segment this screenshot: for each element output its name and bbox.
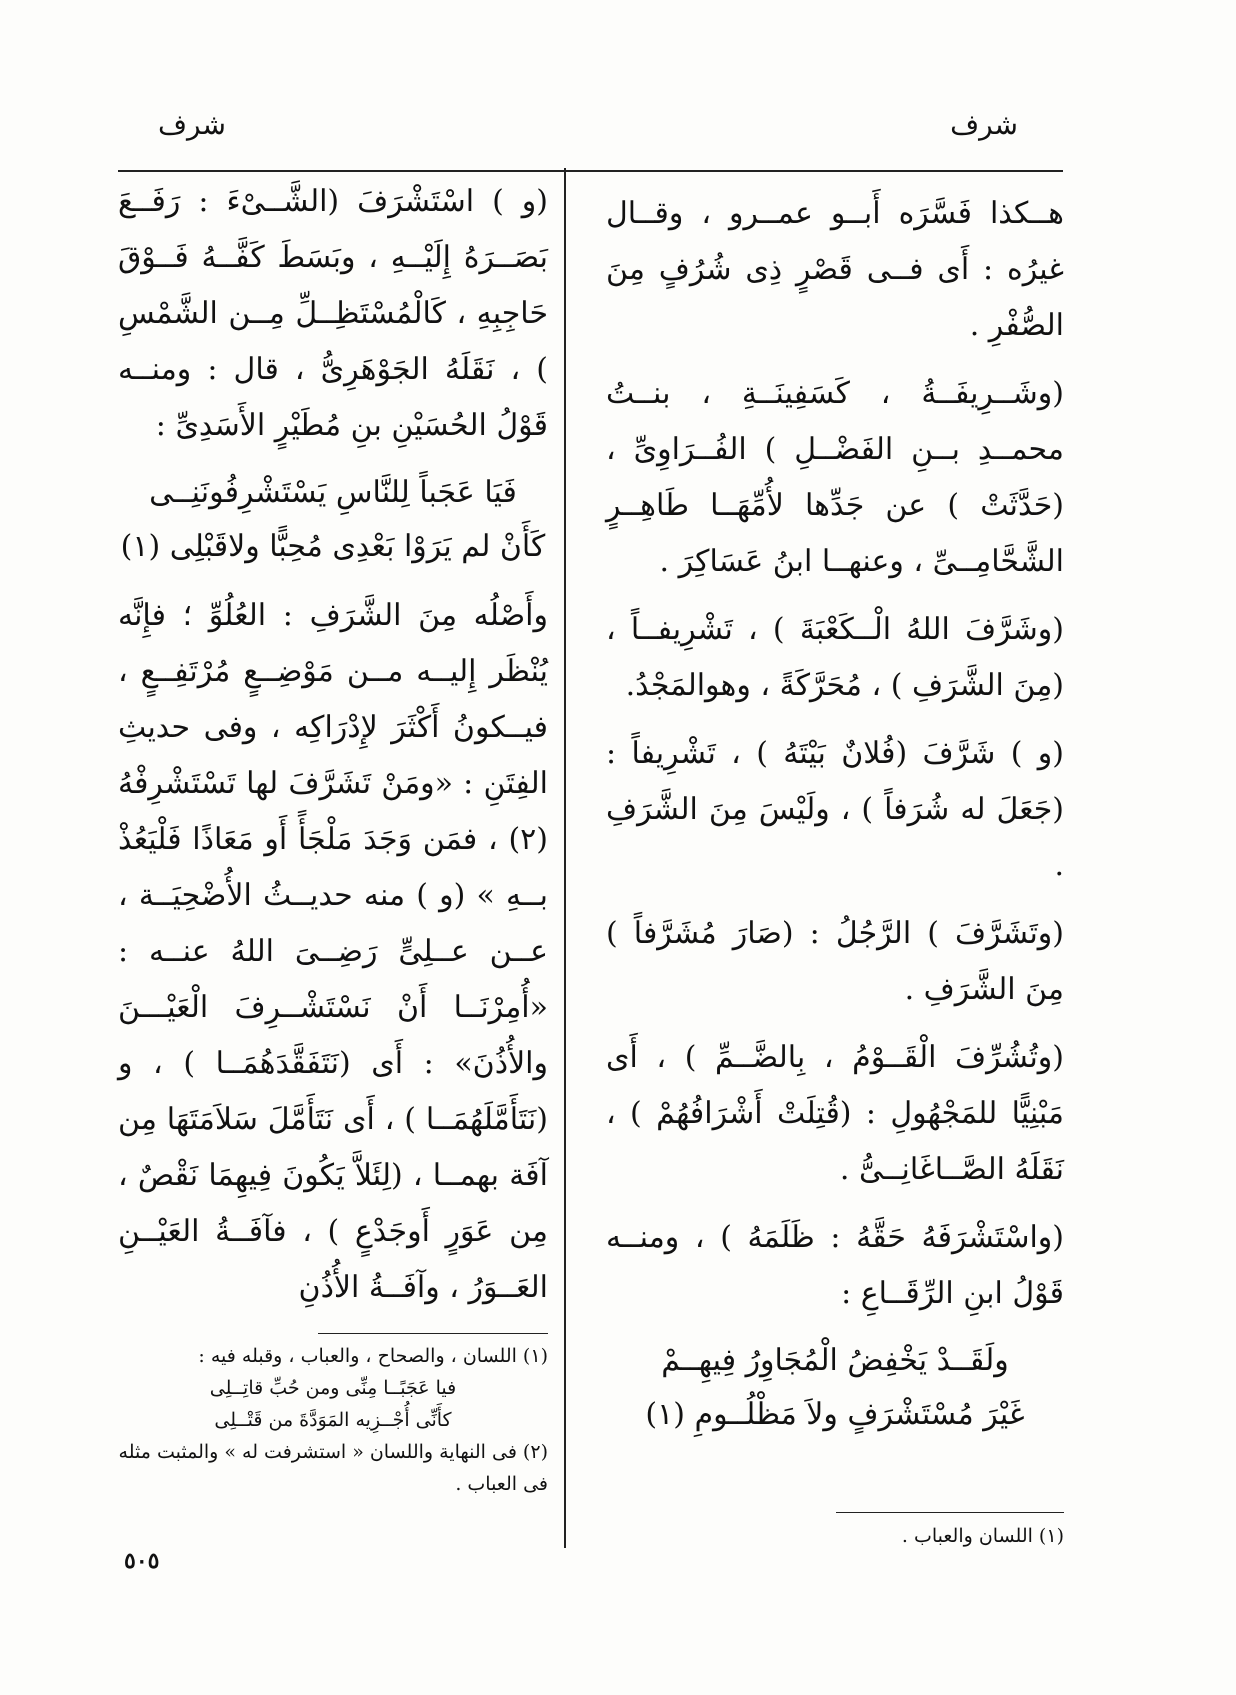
- column-divider: [564, 168, 566, 1548]
- poetry-verse: [118, 466, 548, 574]
- footnote: (٢) فى النهاية واللسان « استشرفت له » والمثبت مثله فى العباب .: [118, 1441, 548, 1495]
- verse-line: ولَقَــدْ يَخْفِضُ الْمُجَاوِرُ فِيهِــمْ: [661, 1343, 1009, 1378]
- entry-paragraph: (وتَشَرَّفَ ) الرَّجُلُ : (صَارَ مُشَرَّفاً ) مِنَ الشَّرَفِ .: [606, 916, 1064, 1007]
- footnote: (١) اللسان ، والصحاح ، والعباب ، وقبله فيه :: [198, 1345, 548, 1367]
- right-column: [606, 186, 1064, 1456]
- entry-paragraph: وأَصْلُه مِنَ الشَّرَفِ : العُلُوِّ ؛ فإِنَّه يُنْظَر إِليــه مــن مَوْضِــعٍ مُرْتَفِــعٍ ، فيــكونُ أَكْثَرَ لإِدْرَاكِه ، وفى حديثِ الفِتَنِ : «ومَنْ تَشَرَّفَ لها تَسْتَشْرِفْهُ (٢) ، فمَن وَجَدَ مَلْجَأً أَو مَعَاذًا فَلْيَعُذْ بــهِ » (و ) منه حديــثُ الأُضْحِيَــة ، عــن عــلِىٍّ رَضِــىَ اللهُ عنــه : «أُمِرْنَــا أَنْ نَسْتَشْــرِفَ الْعَيْـــنَ والأُذُنَ» : أَى (نَتَفَقَّدَهُمَــا ) ، و (نَتَأَمَّلَهُمَــا ) ، أَى نَتَأَمَّلَ سَلاَمَتَهَا مِن آفَة بهمــا ، (لِئَلاَّ يَكُونَ فِيهِمَا نَقْصٌ ، مِن عَوَرٍ أَوجَدْعٍ ) ، فآفَــةُ العَيْــنِ العَــوَرُ ، وآفَــةُ الأُذُنِ: [118, 598, 548, 1305]
- verse-line: غَيْرَ مُسْتَشْرَفٍ ولاَ مَظْلُــومِ (١): [645, 1397, 1025, 1432]
- footnotes-right: [606, 1520, 1064, 1552]
- page-number: ٥٠٥: [124, 1548, 160, 1574]
- footnote: (١) اللسان والعباب .: [901, 1525, 1064, 1547]
- entry-paragraph: (وتُشُرِّفَ الْقَــوْمُ ، بِالضَّــمِّ ) ، أَى مَبْنِيًّا للمَجْهُولِ : (قُتِلَتْ أَشْرَافُهُمْ ) ، نَقَلَهُ الصَّــاغَانِــىُّ .: [606, 1040, 1064, 1187]
- verse-line: فَيَا عَجَباً لِلنَّاسِ يَسْتَشْرِفُونَنِــى: [149, 475, 517, 510]
- entry-paragraph: (و ) اسْتَشْرَفَ (الشَّــىْءَ : رَفَــعَ بَصَــرَهُ إِلَيْــهِ ، وبَسَطَ كَفَّــهُ فَــوْقَ حَاجِبِهِ ، كَالْمُسْتَظِــلِّ مِــن الشَّمْسِ ) ، نَقَلَهُ الجَوْهَرِىُّ ، قال : ومنــه قَوْلُ الحُسَيْنِ بنِ مُطَيْرٍ الأَسَدِىِّ :: [118, 184, 548, 443]
- footnote-rule-left: [318, 1333, 548, 1334]
- running-header-left: شرف: [158, 108, 226, 141]
- footnote-rule-right: [836, 1512, 1064, 1513]
- running-header-right: شرف: [950, 108, 1018, 141]
- header-rule: [118, 170, 1063, 172]
- entry-paragraph: (وشَــرِيفَــةُ ، كَسَفِينَــةِ ، بنــتُ محمــدِ بــنِ الفَضْــلِ ) الفُــرَاوِىِّ ، (حَدَّثَتْ ) عن جَدِّها لأُمِّهَــا طَاهِــرٍ الشَّحَّامِــىِّ ، وعنهــا ابنُ عَسَاكِرَ .: [606, 376, 1064, 579]
- footnote-verse-line: كأَنِّى أُجْــزِيه المَوَدَّةَ من قَتْــلِى: [214, 1409, 452, 1431]
- footnote-verse-line: فيا عَجَبًــا مِنِّى ومن حُبِّ قاتِــلِى: [209, 1377, 457, 1399]
- entry-paragraph: (وشَرَّفَ اللهُ الْــكَعْبَةَ ) ، تَشْرِيفــاً ، (مِنَ الشَّرَفِ ) ، مُحَرَّكَةً ، وهوالمَجْدُ.: [606, 612, 1064, 703]
- footnotes-left: [118, 1340, 548, 1500]
- entry-paragraph: (واسْتَشْرَفَهُ حَقَّهُ : ظَلَمَهُ ) ، ومنــه قَوْلُ ابنِ الرِّقَــاعِ :: [606, 1220, 1064, 1311]
- verse-line: كَأَنْ لم يَرَوْا بَعْدِى مُحِبًّا ولاقَبْلِى (١): [120, 529, 546, 564]
- poetry-verse: [606, 1334, 1064, 1442]
- entry-paragraph: هــكذا فَسَّرَه أَبــو عمــرو ، وقــال غيرُه : أَى فــى قَصْرٍ ذِى شُرُفٍ مِنَ الصُّفْرِ .: [606, 196, 1064, 343]
- left-column: [118, 174, 548, 1328]
- entry-paragraph: (و ) شَرَّفَ (فُلانٌ بَيْتَهُ ) ، تَشْرِيفاً : (جَعَلَ له شُرَفاً ) ، ولَيْسَ مِنَ الشَّرَفِ .: [606, 736, 1064, 883]
